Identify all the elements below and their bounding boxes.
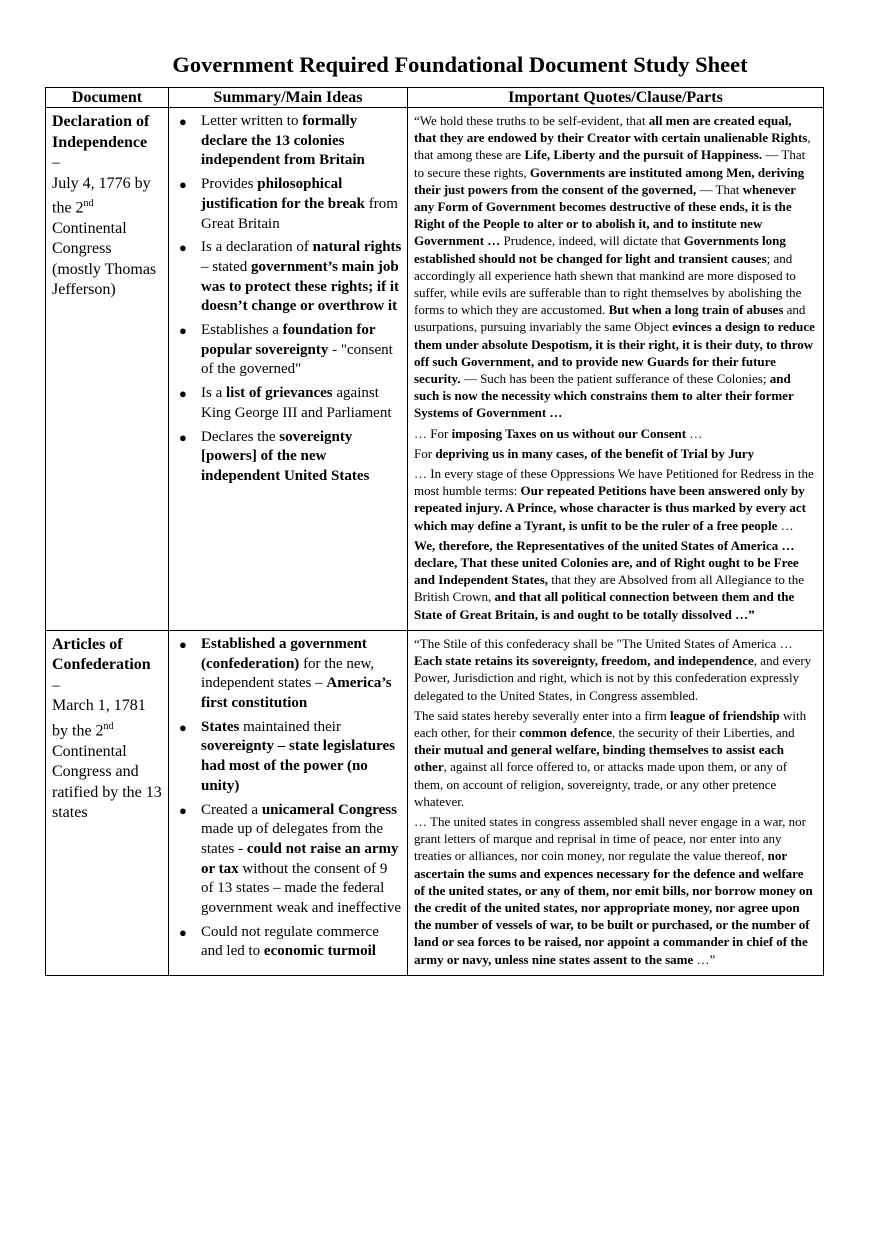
bold-text: formally declare the 13 colonies independent from Britain bbox=[201, 113, 365, 169]
summary-list bbox=[173, 635, 403, 962]
bold-text: depriving us in many cases, of the benefit of Trial by Jury bbox=[435, 445, 755, 461]
bold-text: philosophical justification for the break bbox=[201, 176, 366, 212]
bold-text: whenever any Form of Government becomes destructive of these ends, it is the Right of the People to alter or to abolish it, and to institute new Government … bbox=[414, 181, 796, 249]
list-item bbox=[173, 635, 403, 714]
text: Establishes a bbox=[201, 322, 283, 339]
text: … The united states in congress assembled shall never engage in a war, nor grant letters of marque and reprisal in time of peace, nor enter into any treaties or alliances, nor coin money, nor regulate the value thereof, bbox=[414, 813, 807, 864]
quote-paragraph bbox=[414, 465, 817, 534]
text: “We hold these truths to be self-evident, that bbox=[414, 113, 649, 128]
text: … bbox=[777, 517, 794, 533]
list-item bbox=[173, 923, 403, 962]
ordinal-suffix: nd bbox=[103, 720, 114, 732]
bold-text: government’s main job was to protect these rights; if it doesn’t change or overthrow it bbox=[201, 258, 400, 315]
text: from Great Britain bbox=[201, 195, 398, 232]
text: against King George III and Parliament bbox=[201, 385, 392, 421]
list-item bbox=[173, 112, 403, 171]
list-item bbox=[173, 321, 403, 380]
bold-text: list of grievances bbox=[226, 385, 333, 402]
text: … bbox=[686, 425, 703, 441]
bullet-icon: ● bbox=[179, 177, 187, 193]
text: with each other, for their bbox=[414, 707, 807, 740]
text: Could not regulate commerce and led to bbox=[201, 923, 379, 960]
header-document: Document bbox=[46, 88, 169, 108]
date-text: March 1, 1781 by the 2 bbox=[52, 697, 146, 740]
quote-paragraph bbox=[414, 635, 817, 704]
text: … For bbox=[414, 425, 452, 441]
document-dash: – bbox=[52, 676, 60, 694]
quote-paragraph bbox=[414, 707, 817, 810]
bold-text: could not raise an army or tax bbox=[201, 840, 399, 877]
quote-paragraph bbox=[414, 425, 817, 442]
text: “The Stile of this confederacy shall be "The United States of America … bbox=[414, 635, 793, 651]
bullet-icon: ● bbox=[179, 802, 187, 818]
list-item bbox=[173, 718, 403, 797]
text: – stated bbox=[201, 258, 251, 275]
bold-text: Life, Liberty and the pursuit of Happiness. bbox=[524, 147, 763, 163]
bullet-icon: ● bbox=[179, 636, 187, 652]
document-date bbox=[52, 696, 162, 823]
text: without the consent of 9 of 13 states – made the federal government weak and ineffective bbox=[201, 860, 402, 917]
bold-text: nor ascertain the sums and expences necessary for the defence and welfare of the united states, or any of them, nor emit bills, nor borrow money on the credit of the united states, nor appropriate money, nor agree upon the number of vessels of war, to be built or purchased, or the number of land or sea forces to be raised, nor appoint a commander in chief of the army or navy, unless nine states assent to the same bbox=[414, 848, 813, 967]
text: Is a declaration of bbox=[201, 239, 313, 256]
text: The said states hereby severally enter into a firm bbox=[414, 707, 670, 723]
document-author: Continental Congress and ratified by the 13 states bbox=[52, 742, 162, 822]
text: — Such has been the patient sufferance of these Colonies; bbox=[460, 371, 770, 387]
study-table bbox=[45, 87, 824, 976]
bold-text: States bbox=[201, 718, 240, 735]
bold-text: America’s first constitution bbox=[201, 675, 392, 711]
bold-text: Our repeated Petitions have been answered only by repeated injury. A Prince, whose character is thus marked by every act which may define a Tyrant, is unfit to be the ruler of a free people bbox=[414, 483, 806, 533]
list-item bbox=[173, 384, 403, 423]
text: For bbox=[414, 445, 436, 461]
bullet-icon: ● bbox=[179, 429, 187, 445]
text: for the new, independent states – bbox=[201, 655, 375, 692]
document-cell bbox=[46, 108, 169, 631]
table-row bbox=[46, 108, 824, 631]
bold-text: evinces a design to reduce them under absolute Despotism, it is their right, it is their duty, to throw off such Government, and to provide new Guards for their future security. bbox=[414, 319, 815, 387]
bold-text: Governments long established should not be changed for light and transient causes bbox=[414, 233, 786, 266]
text: maintained their bbox=[239, 718, 341, 735]
summary-cell bbox=[169, 108, 408, 631]
text: , against all force offered to, or attacks made upon them, or any of them, on account of religion, sovereignty, trade, or any other pretence whatever. bbox=[414, 759, 788, 809]
text: … In every stage of these Oppressions We have Petitioned for Redress in the most humble terms: bbox=[414, 466, 814, 499]
text: , the security of their Liberties, and bbox=[612, 724, 795, 740]
list-item bbox=[173, 428, 403, 487]
list-item bbox=[173, 238, 403, 317]
header-quotes: Important Quotes/Clause/Parts bbox=[408, 88, 824, 108]
bold-text: Governments are instituted among Men, deriving their just powers from the consent of the governed, bbox=[414, 164, 805, 197]
document-date bbox=[52, 174, 162, 301]
bold-text: and such is now the necessity which constrains them to alter their former Systems of Government … bbox=[414, 371, 794, 421]
ordinal-suffix: nd bbox=[83, 198, 94, 209]
date-text: July 4, 1776 by the 2 bbox=[52, 174, 151, 217]
bold-text: sovereignty – state legislatures had most of the power (no unity) bbox=[201, 738, 395, 794]
text: that they are Absolved from all Allegiance to the British Crown, bbox=[414, 572, 804, 605]
bullet-icon: ● bbox=[179, 719, 187, 735]
document-name: Articles of Confederation bbox=[52, 635, 151, 674]
quote-paragraph bbox=[414, 112, 817, 422]
document-cell bbox=[46, 630, 169, 975]
bullet-icon: ● bbox=[179, 386, 187, 402]
text: and usurpations, pursuing invariably the same Object bbox=[414, 302, 806, 335]
bold-text: natural rights bbox=[312, 239, 402, 256]
quotes-cell bbox=[408, 108, 824, 631]
bold-text: all men are created equal, that they are endowed by their Creator with certain unalienable Rights bbox=[414, 113, 808, 146]
bold-text: and that all political connection between them and the State of Great Britain, is and ought to be totally dissolved …” bbox=[414, 589, 795, 622]
bold-text: economic turmoil bbox=[263, 943, 376, 960]
table-header-row bbox=[46, 88, 824, 108]
bold-text: their mutual and general welfare, binding themselves to assist each other bbox=[414, 742, 785, 775]
page-title: Government Required Foundational Document Study Sheet bbox=[172, 52, 748, 77]
quote-paragraph bbox=[414, 537, 817, 623]
table-row bbox=[46, 630, 824, 975]
quote-paragraph bbox=[414, 813, 817, 968]
text: — That to secure these rights, bbox=[414, 147, 806, 180]
text: , that among these are bbox=[414, 130, 811, 163]
text: — That bbox=[696, 181, 743, 197]
text: Provides bbox=[201, 176, 258, 193]
bullet-icon: ● bbox=[179, 924, 187, 940]
bold-text: Established a government (confederation) bbox=[201, 635, 367, 672]
quote-paragraph bbox=[414, 445, 817, 462]
bullet-icon: ● bbox=[179, 114, 187, 129]
document-author: Continental Congress (mostly Thomas Jefferson) bbox=[52, 219, 157, 299]
text: Created a bbox=[201, 801, 262, 818]
summary-cell bbox=[169, 630, 408, 975]
bold-text: unicameral Congress bbox=[261, 801, 397, 818]
text: Letter written to bbox=[201, 113, 303, 129]
text: Declares the bbox=[201, 428, 280, 445]
list-item bbox=[173, 801, 403, 919]
header-summary: Summary/Main Ideas bbox=[169, 88, 408, 108]
document-name: Declaration of Independence bbox=[52, 113, 150, 151]
text: Is a bbox=[201, 385, 226, 402]
document-dash: – bbox=[52, 154, 60, 171]
text: …” bbox=[693, 951, 716, 967]
bullet-icon: ● bbox=[179, 323, 187, 339]
bold-text: But when a long train of abuses bbox=[608, 302, 784, 318]
bold-text: sovereignty [powers] of the new independent United States bbox=[201, 428, 370, 484]
bold-text: common defence bbox=[519, 724, 613, 740]
bold-text: Each state retains its sovereignty, freedom, and independence bbox=[414, 653, 754, 669]
text: Prudence, indeed, will dictate that bbox=[500, 233, 684, 249]
summary-list bbox=[173, 112, 403, 487]
bold-text: foundation for popular sovereignty bbox=[201, 322, 376, 358]
text: , and every Power, Jurisdiction and right, which is not by this confederation expressly delegated to the United States, in Congress assembled. bbox=[414, 653, 812, 703]
quotes-cell bbox=[408, 630, 824, 975]
bold-text: We, therefore, the Representatives of the united States of America … declare, That these united Colonies are, and of Right ought to be Free and Independent States, bbox=[414, 537, 799, 588]
bullet-icon: ● bbox=[179, 240, 187, 256]
list-item bbox=[173, 175, 403, 234]
text: - "consent of the governed" bbox=[201, 341, 393, 378]
bold-text: imposing Taxes on us without our Consent bbox=[451, 425, 687, 441]
text: ; and accordingly all experience hath shewn that mankind are more disposed to suffer, while evils are sufferable than to right themselves by abolishing the forms to which they are accustomed. bbox=[414, 250, 802, 318]
text: made up of delegates from the states - bbox=[201, 821, 384, 857]
bold-text: league of friendship bbox=[669, 707, 780, 723]
